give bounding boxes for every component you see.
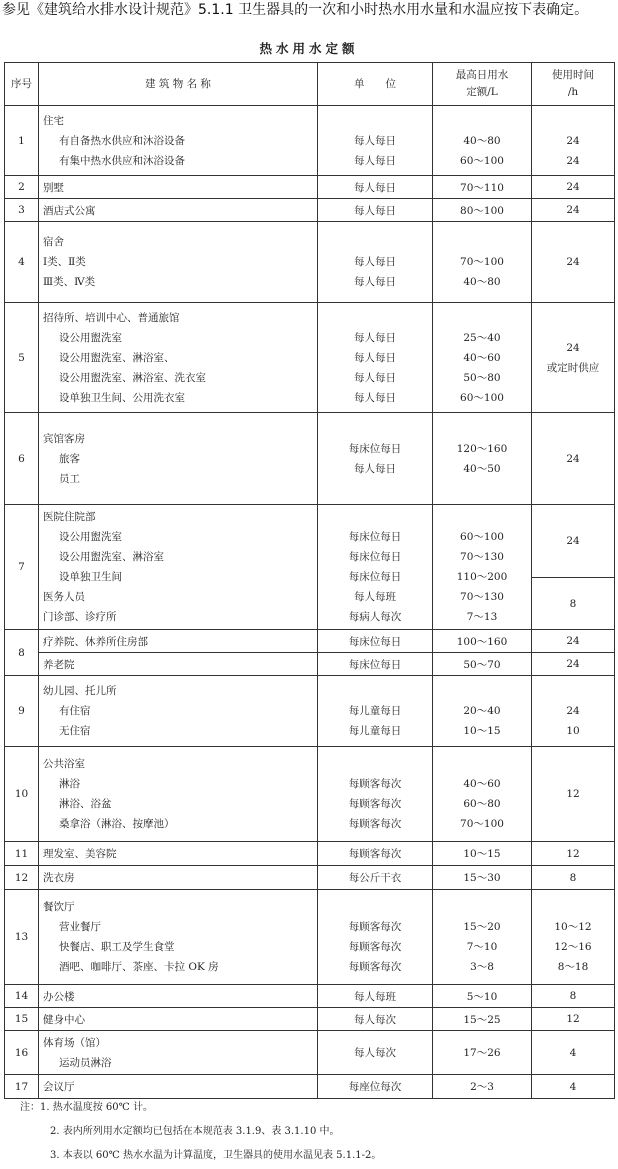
- note-1: 注：1. 热水温度按 60℃ 计。: [20, 1102, 153, 1113]
- row-unit: 每床位每日 每人每日: [318, 413, 433, 505]
- row-no: 17: [5, 1075, 39, 1099]
- row-quota: 120～160 40～50: [433, 413, 532, 505]
- header-time: 使用时间 /h: [532, 63, 615, 106]
- row-no: 12: [5, 866, 39, 890]
- row-no: 7: [5, 505, 39, 630]
- table-row: [5, 676, 615, 747]
- row-name: 体育场（馆） 运动员淋浴: [39, 1031, 318, 1075]
- row-unit: 每床位每日 每床位每日 每床位每日 每人每班 每病人每次: [318, 505, 433, 630]
- table-row: [5, 505, 615, 578]
- row-no: 13: [5, 890, 39, 985]
- row-time: 12: [532, 842, 615, 866]
- row-no: 11: [5, 842, 39, 866]
- row-name: 会议厅: [39, 1075, 318, 1099]
- row-name: 公共浴室 淋浴 淋浴、浴盆 桑拿浴（淋浴、按摩池）: [39, 747, 318, 842]
- row-time: 24: [532, 176, 615, 199]
- intro-text: 参见《建筑给水排水设计规范》5.1.1 卫生器具的一次和小时热水用水量和水温应按下表确定。: [2, 2, 589, 18]
- row-no: 2: [5, 176, 39, 199]
- row-unit: 每人每日: [318, 199, 433, 222]
- row-quota: 5～10: [433, 985, 532, 1008]
- table-row: [5, 413, 615, 505]
- header-unit: 单 位: [318, 63, 433, 106]
- row-unit: 每人每日 每人每日 每人每日 每人每日: [318, 303, 433, 413]
- row-name: 招待所、培训中心、普通旅馆 设公用盥洗室 设公用盥洗室、淋浴室、 设公用盥洗室、淋浴室、洗衣室 设单独卫生间、公用洗衣室: [39, 303, 318, 413]
- row-unit: 每人每日 每人每日: [318, 222, 433, 303]
- table-row: [5, 866, 615, 890]
- table-row: [5, 106, 615, 176]
- row-quota: 70～110: [433, 176, 532, 199]
- row-unit: 每座位每次: [318, 1075, 433, 1099]
- row-unit: 每人每次: [318, 1008, 433, 1031]
- row-no: 6: [5, 413, 39, 505]
- row-name: 幼儿园、托儿所 有住宿 无住宿: [39, 676, 318, 747]
- row-no: 4: [5, 222, 39, 303]
- row-quota: 15～25: [433, 1008, 532, 1031]
- row-time: 10～12 12～16 8～18: [532, 890, 615, 985]
- header-name: 建 筑 物 名 称: [39, 63, 318, 106]
- row-name: 别墅: [39, 176, 318, 199]
- row-unit: 每人每日: [318, 176, 433, 199]
- row-time: 8: [532, 985, 615, 1008]
- row-no: 15: [5, 1008, 39, 1031]
- row-name: 办公楼: [39, 985, 318, 1008]
- row-unit: 每顾客每次: [318, 842, 433, 866]
- row-unit: 每床位每日: [318, 653, 433, 676]
- table-title: 热水用水定额: [259, 41, 359, 56]
- table-row: [5, 1031, 615, 1075]
- row-time: 24 10: [532, 676, 615, 747]
- row-quota: 70～100 40～80: [433, 222, 532, 303]
- row-time: 24: [532, 199, 615, 222]
- table-row: [5, 890, 615, 985]
- row-unit: 每顾客每次 每顾客每次 每顾客每次: [318, 747, 433, 842]
- row-no: 3: [5, 199, 39, 222]
- row-time: 12: [532, 747, 615, 842]
- row-quota: 15～30: [433, 866, 532, 890]
- row-quota: 50～70: [433, 653, 532, 676]
- row-time: 24: [532, 630, 615, 653]
- table-row: [5, 985, 615, 1008]
- row-quota: 80～100: [433, 199, 532, 222]
- row-name: 理发室、美容院: [39, 842, 318, 866]
- row-quota: 20～40 10～15: [433, 676, 532, 747]
- hot-water-quota-table: [4, 62, 615, 1099]
- row-time: 8: [532, 578, 615, 630]
- table-row: [5, 303, 615, 413]
- row-unit: 每公斤干衣: [318, 866, 433, 890]
- table-row: [5, 747, 615, 842]
- row-name: 洗衣房: [39, 866, 318, 890]
- row-unit: 每人每次: [318, 1031, 433, 1075]
- table-header-row: [5, 63, 615, 106]
- row-name: 养老院: [39, 653, 318, 676]
- row-no: 16: [5, 1031, 39, 1075]
- table-row: [5, 630, 615, 653]
- row-time: 24: [532, 653, 615, 676]
- header-no: 序号: [5, 63, 39, 106]
- row-quota: 100～160: [433, 630, 532, 653]
- row-time: 24: [532, 413, 615, 505]
- row-no: 8: [5, 630, 39, 676]
- note-2: 2. 表内所列用水定额均已包括在本规范表 3.1.9、表 3.1.10 中。: [50, 1126, 340, 1137]
- table-row: [5, 1075, 615, 1099]
- row-name: 疗养院、休养所住房部: [39, 630, 318, 653]
- row-unit: 每人每日 每人每日: [318, 106, 433, 176]
- table-row: [5, 176, 615, 199]
- row-time: 24: [532, 222, 615, 303]
- row-name: 医院住院部 设公用盥洗室 设公用盥洗室、淋浴室 设单独卫生间 医务人员 门诊部、诊疗所: [39, 505, 318, 630]
- row-time: 24 或定时供应: [532, 303, 615, 413]
- row-quota: 25～40 40～60 50～80 60～100: [433, 303, 532, 413]
- row-no: 5: [5, 303, 39, 413]
- row-unit: 每床位每日: [318, 630, 433, 653]
- row-quota: 17～26: [433, 1031, 532, 1075]
- row-unit: 每人每班: [318, 985, 433, 1008]
- table-row: [5, 653, 615, 676]
- row-no: 9: [5, 676, 39, 747]
- table-row: [5, 222, 615, 303]
- row-no: 14: [5, 985, 39, 1008]
- row-time: 12: [532, 1008, 615, 1031]
- table-row: [5, 842, 615, 866]
- row-name: 健身中心: [39, 1008, 318, 1031]
- row-quota: 40～80 60～100: [433, 106, 532, 176]
- row-name: 餐饮厅 营业餐厅 快餐店、职工及学生食堂 酒吧、咖啡厅、茶座、卡拉 OK 房: [39, 890, 318, 985]
- note-3: 3. 本表以 60℃ 热水水温为计算温度，卫生器具的使用水温见表 5.1.1-2。: [50, 1150, 382, 1161]
- row-time: 4: [532, 1031, 615, 1075]
- table-row: [5, 199, 615, 222]
- row-quota: 2～3: [433, 1075, 532, 1099]
- row-time: 8: [532, 866, 615, 890]
- row-no: 1: [5, 106, 39, 176]
- row-quota: 60～100 70～130 110～200 70～130 7～13: [433, 505, 532, 630]
- table-row: [5, 1008, 615, 1031]
- row-unit: 每顾客每次 每顾客每次 每顾客每次: [318, 890, 433, 985]
- row-name: 住宅 有自备热水供应和沐浴设备 有集中热水供应和沐浴设备: [39, 106, 318, 176]
- row-quota: 40～60 60～80 70～100: [433, 747, 532, 842]
- row-name: 酒店式公寓: [39, 199, 318, 222]
- row-time: 24: [532, 505, 615, 578]
- table-notes: [20, 1097, 381, 1169]
- row-no: 10: [5, 747, 39, 842]
- row-time: 24 24: [532, 106, 615, 176]
- row-quota: 15～20 7～10 3～8: [433, 890, 532, 985]
- row-name: 宾馆客房 旅客 员工: [39, 413, 318, 505]
- header-quota: 最高日用水 定额/L: [433, 63, 532, 106]
- row-unit: 每儿童每日 每儿童每日: [318, 676, 433, 747]
- row-time: 4: [532, 1075, 615, 1099]
- row-quota: 10～15: [433, 842, 532, 866]
- row-name: 宿舍 Ⅰ类、Ⅱ类 Ⅲ类、Ⅳ类: [39, 222, 318, 303]
